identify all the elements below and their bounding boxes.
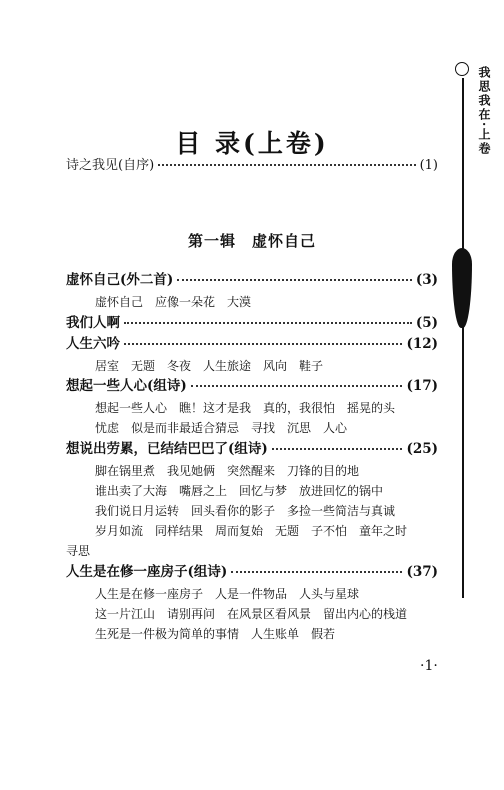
dot-leader bbox=[177, 279, 412, 281]
toc-subentries: 谁出卖了大海 嘴唇之上 回忆与梦 放进回忆的锅中 bbox=[95, 484, 384, 498]
side-ring-ornament bbox=[455, 62, 469, 76]
toc-entry-title: 诗之我见(自序) bbox=[66, 158, 155, 173]
toc-subentries: 这一片江山 请别再问 在风景区看风景 留出内心的栈道 bbox=[95, 607, 408, 621]
dot-leader bbox=[231, 571, 402, 573]
toc-entry-page: (5) bbox=[415, 315, 438, 331]
toc-entry-title: 人生六吟 bbox=[66, 336, 120, 352]
toc-entry-page: (37) bbox=[406, 564, 438, 580]
dot-leader bbox=[191, 385, 403, 387]
toc-subentries: 忧虑 似是而非最适合猜忌 寻找 沉思 人心 bbox=[95, 421, 348, 435]
toc-entry-title: 虚怀自己(外二首) bbox=[66, 272, 174, 288]
toc-subentries: 我们说日月运转 回头看你的影子 多捡一些简洁与真诚 bbox=[95, 504, 396, 518]
toc-entry[interactable] bbox=[66, 441, 438, 457]
page-title: 目 录(上卷) bbox=[175, 129, 329, 158]
toc-entry[interactable] bbox=[66, 336, 438, 352]
toc-subentries: 岁月如流 同样结果 周而复始 无题 子不怕 童年之时 bbox=[95, 524, 408, 538]
toc-entry-title: 想说出劳累，已结结巴巴了(组诗) bbox=[66, 441, 268, 457]
toc-entry-page: (17) bbox=[406, 378, 438, 394]
toc-subentries-tail: 寻思 bbox=[66, 544, 91, 558]
toc-entry-page: (3) bbox=[415, 272, 438, 288]
page-number: ·1· bbox=[420, 658, 438, 674]
toc-entry[interactable] bbox=[66, 315, 438, 331]
toc-subentries: 虚怀自己 应像一朵花 大漠 bbox=[95, 295, 252, 309]
dot-leader bbox=[158, 164, 415, 166]
dot-leader bbox=[124, 322, 412, 324]
toc-subentries: 脚在锅里煮 我见她俩 突然醒来 刀锋的目的地 bbox=[95, 464, 360, 478]
toc-entry-title: 我们人啊 bbox=[66, 315, 120, 331]
toc-entry-page: (1) bbox=[419, 158, 438, 173]
toc-entry-preface[interactable] bbox=[66, 158, 438, 174]
dot-leader bbox=[272, 448, 403, 450]
toc-subentries: 居室 无题 冬夜 人生旅途 风向 鞋子 bbox=[95, 359, 324, 373]
toc-entry[interactable] bbox=[66, 564, 438, 580]
toc-entry[interactable] bbox=[66, 378, 438, 394]
toc-subentries: 人生是在修一座房子 人是一件物品 人头与星球 bbox=[95, 587, 360, 601]
toc-entry-title: 想起一些人心(组诗) bbox=[66, 378, 187, 394]
side-ink-ornament bbox=[452, 248, 472, 328]
toc-entry-page: (12) bbox=[406, 336, 438, 352]
section-heading: 第一辑 虚怀自己 bbox=[187, 232, 316, 250]
toc-entry[interactable] bbox=[66, 272, 438, 288]
toc-subentries: 想起一些人心 瞧！这才是我 真的，我很怕 摇晃的头 bbox=[95, 401, 396, 415]
toc-subentries: 生死是一件极为简单的事情 人生账单 假若 bbox=[95, 627, 336, 641]
toc-entry-title: 人生是在修一座房子(组诗) bbox=[66, 564, 228, 580]
dot-leader bbox=[124, 343, 402, 345]
running-head: 我思我在·上卷 bbox=[477, 66, 491, 157]
toc-entry-page: (25) bbox=[406, 441, 438, 457]
